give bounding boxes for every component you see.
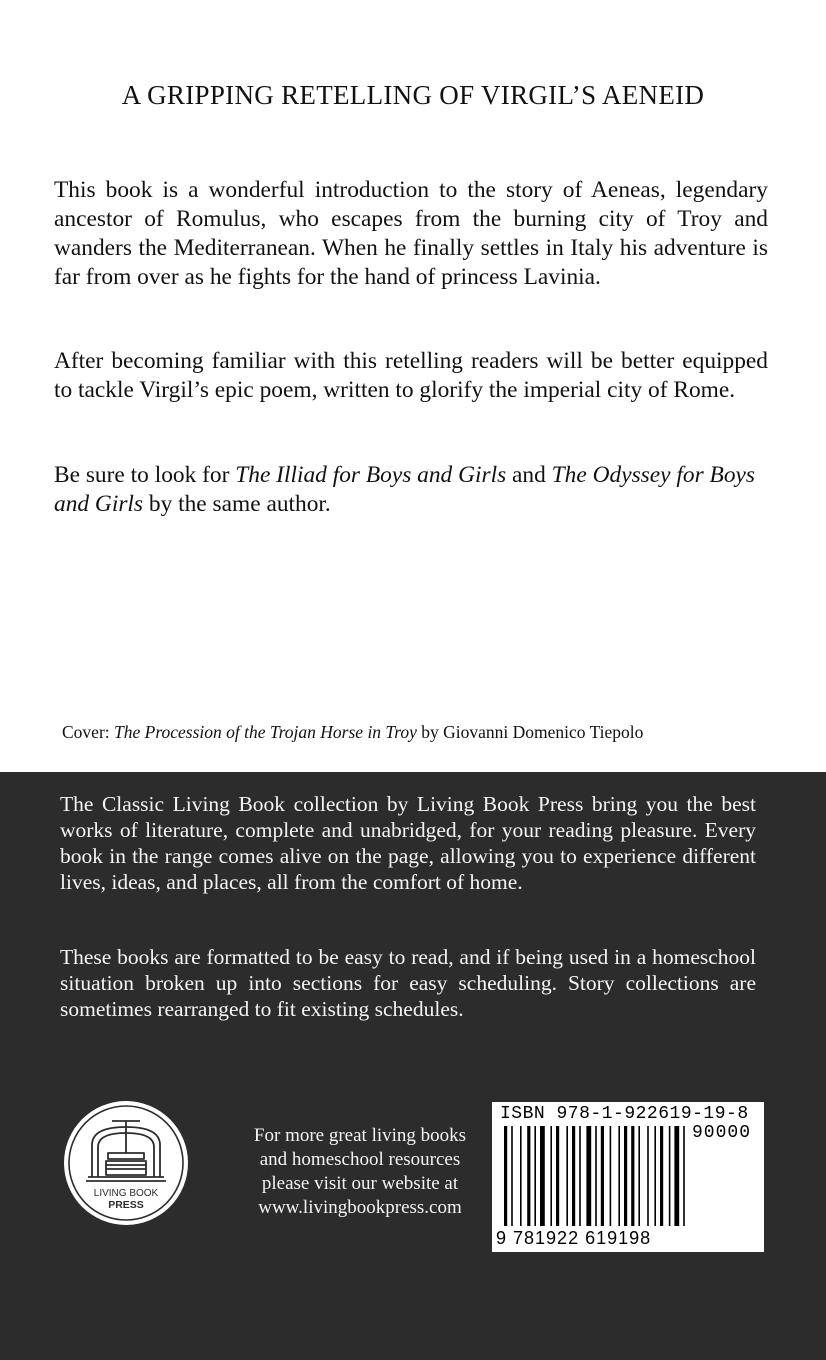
barcode-bar — [534, 1126, 536, 1226]
barcode-bar — [654, 1126, 656, 1226]
blurb-paragraph-2: After becoming familiar with this retelling readers will be better equipped to tackle Virgil’s epic poem, written to glorify the imperial city of Rome. — [54, 348, 768, 403]
barcode-bar — [674, 1126, 679, 1226]
barcode-bar — [579, 1126, 581, 1226]
barcode-bar — [520, 1126, 522, 1226]
barcode-bar — [647, 1126, 649, 1226]
barcode-block — [492, 1102, 764, 1252]
price-code: 90000 — [692, 1123, 752, 1143]
barcode-bar — [638, 1126, 640, 1226]
barcode-bar — [556, 1126, 559, 1226]
logo-text-press: PRESS — [108, 1199, 144, 1211]
barcode-bar — [566, 1126, 568, 1226]
headline: A GRIPPING RETELLING OF VIRGIL’S AENEID — [121, 80, 705, 110]
ean-number: 9 781922 619198 — [496, 1228, 652, 1248]
visit-line-3: please visit our website at — [261, 1173, 459, 1194]
isbn-number: ISBN 978-1-922619-19-8 — [500, 1104, 749, 1124]
credit-artist: Giovanni Domenico Tiepolo — [443, 722, 644, 742]
collection-paragraph-1: The Classic Living Book collection by Living Book Press bring you the best works of literature, complete and unabridged, for your reading pleasure. Every book in the range comes alive on the page, allowing you to experience different lives, ideas, and places, all from the comfort of home. — [60, 792, 756, 894]
barcode-bar — [550, 1126, 552, 1226]
barcode-bar — [631, 1126, 634, 1226]
barcode-bar — [601, 1126, 604, 1226]
credit-by: by — [416, 722, 444, 742]
barcode-bar — [610, 1126, 612, 1226]
visit-line-1: For more great living books — [253, 1125, 467, 1146]
cover-credit — [62, 722, 782, 743]
credit-painting-title: The Procession of the Trojan Horse in Troy — [114, 722, 417, 742]
blurb-p3-mid: and — [506, 462, 552, 488]
collection-paragraph-2: These books are formatted to be easy to read, and if being used in a homeschool situation broken up into sections for easy scheduling. Story collections are sometimes rearranged to fit existing schedules. — [60, 945, 756, 1021]
barcode-bar — [669, 1126, 671, 1226]
living-book-press-logo — [62, 1099, 190, 1227]
blurb-paragraph-1: This book is a wonderful introduction to the story of Aeneas, legendary ancestor of Romulus, who escapes from the burning city of Troy and wanders the Mediterranean. When he finally settles in Italy his adventure is far from over as he fights for the hand of princess Lavinia. — [54, 177, 768, 290]
blurb-p3-pre: Be sure to look for — [54, 462, 236, 488]
logo-text-living-book: LIVING BOOK — [93, 1188, 159, 1199]
blurb-p3-post: by the same author. — [143, 491, 331, 517]
barcode-bar — [683, 1126, 685, 1226]
barcode-bar — [572, 1126, 575, 1226]
barcode-bar — [527, 1126, 530, 1226]
barcode-bar — [586, 1126, 591, 1226]
barcode-bar — [618, 1126, 620, 1226]
visit-line-2: and homeschool resources — [259, 1149, 461, 1170]
website-info — [226, 1124, 494, 1220]
credit-label: Cover: — [62, 722, 115, 742]
related-title-odyssey: The Odyssey for Boys and Girls — [54, 462, 756, 517]
barcode-bar — [540, 1126, 545, 1226]
barcode-bar — [624, 1126, 627, 1226]
barcode-bar — [504, 1126, 507, 1226]
barcode-bar — [660, 1126, 663, 1226]
website-url: www.livingbookpress.com — [258, 1197, 462, 1218]
blurb-paragraph-3 — [54, 461, 768, 519]
barcode-bar — [595, 1126, 597, 1226]
related-title-illiad: The Illiad for Boys and Girls — [235, 462, 507, 488]
barcode-bar — [511, 1126, 513, 1226]
publisher-panel — [0, 772, 826, 1360]
